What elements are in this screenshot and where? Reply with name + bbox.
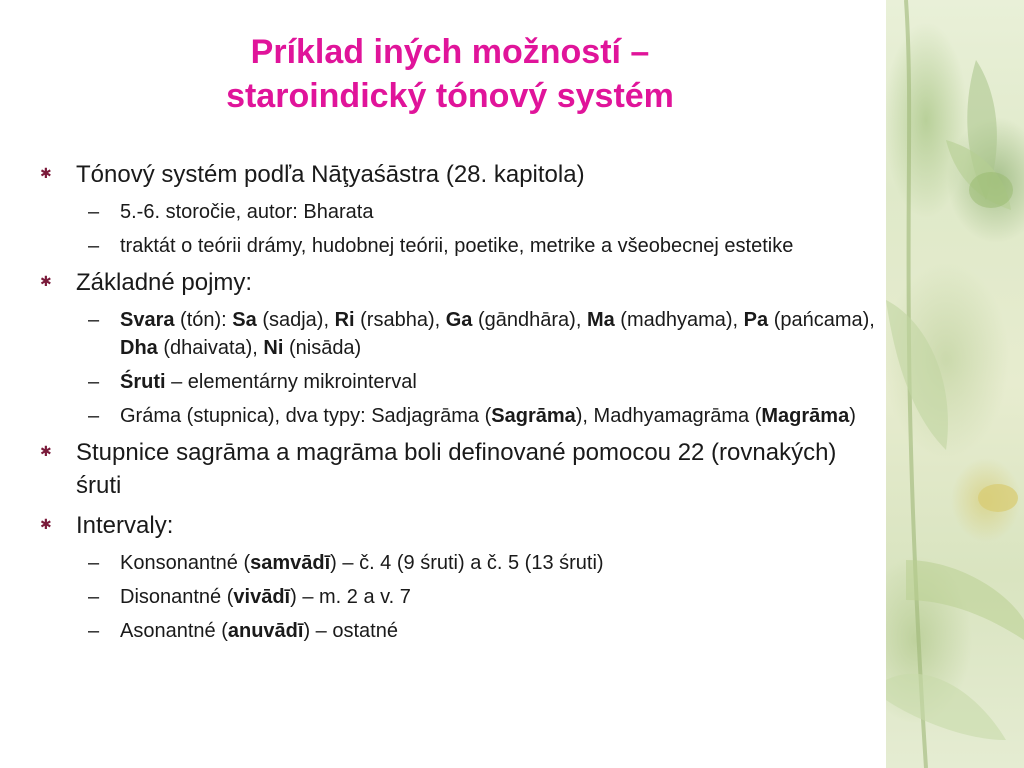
bullet-text: Intervaly:	[76, 512, 174, 539]
text-part: ) – č. 4 (9 śruti) a č. 5 (13 śruti)	[330, 552, 604, 574]
sub-bullet-item	[36, 402, 876, 430]
text-part: Asonantné (	[120, 620, 228, 642]
text-part: ), Madhyamagrāma (	[575, 405, 762, 427]
term-ni: Ni	[263, 337, 284, 359]
term-ga: Ga	[445, 309, 473, 331]
term-dha: Dha	[120, 337, 158, 359]
text-part: (dhaivata),	[157, 337, 264, 359]
text-part: ) – m. 2 a v. 7	[290, 586, 411, 608]
sub-bullet-item	[36, 583, 876, 611]
sub-bullet-text: 5.-6. storočie, autor: Bharata	[120, 201, 374, 223]
sub-bullet-text	[120, 552, 604, 574]
plant-photo-decoration	[886, 0, 1024, 768]
text-part: (tón):	[174, 309, 233, 331]
asterisk-bullet-icon: ✱	[40, 165, 52, 181]
bullet-list	[36, 158, 876, 651]
text-part: (sadja),	[256, 309, 335, 331]
sub-bullet-text	[120, 586, 411, 608]
term-anuvadi: anuvādī	[227, 620, 304, 642]
sub-bullet-item	[36, 368, 876, 396]
text-part: (pańcama),	[768, 309, 875, 331]
text-part: )	[849, 405, 856, 427]
dash-bullet: –	[88, 552, 100, 574]
sub-bullet-text: traktát o teórii drámy, hudobnej teórii, poetike, metrike a všeobecnej estetike	[120, 235, 794, 257]
sub-bullet-text	[120, 309, 875, 359]
sub-bullet-item	[36, 549, 876, 577]
sub-bullet-item	[36, 617, 876, 645]
term-svara: Svara	[120, 309, 175, 331]
text-part: (rsabha),	[354, 309, 446, 331]
text-part: (gāndhāra),	[472, 309, 587, 331]
term-magrama: Magrāma	[761, 405, 850, 427]
term-ri: Ri	[334, 309, 355, 331]
text-part: (madhyama),	[614, 309, 744, 331]
text-part: Gráma (stupnica), dva typy: Sadjagrāma (	[120, 405, 492, 427]
asterisk-bullet-icon: ✱	[40, 443, 52, 459]
text-part: – elementárny mikrointerval	[165, 371, 417, 393]
dash-bullet: –	[88, 309, 100, 331]
sub-bullet-item	[36, 306, 876, 362]
dash-bullet: –	[88, 405, 100, 427]
bullet-text: Základné pojmy:	[76, 269, 253, 296]
asterisk-bullet-icon: ✱	[40, 273, 52, 289]
term-vivadi: vivādī	[233, 586, 291, 608]
term-sagrama: Sagrāma	[491, 405, 576, 427]
bullet-text: Stupnice sagrāma a magrāma boli definované pomocou 22 (rovnakých) śruti	[76, 439, 837, 499]
slide-title	[100, 30, 800, 118]
sub-bullet-text	[120, 405, 856, 427]
sub-bullet-text	[120, 620, 398, 642]
bullet-item	[36, 266, 876, 299]
bullet-item	[36, 158, 876, 191]
dash-bullet: –	[88, 620, 100, 642]
text-part: Disonantné (	[120, 586, 234, 608]
text-part: (nisāda)	[283, 337, 362, 359]
dash-bullet: –	[88, 201, 100, 223]
title-line-1: Príklad iných možností –	[250, 33, 650, 71]
bullet-item	[36, 509, 876, 542]
sub-bullet-text	[120, 371, 417, 393]
bullet-text: Tónový systém podľa Nāţyaśāstra (28. kapitola)	[76, 161, 585, 188]
term-pa: Pa	[743, 309, 769, 331]
asterisk-bullet-icon: ✱	[40, 516, 52, 532]
sub-bullet-item	[36, 198, 876, 226]
sub-bullet-item	[36, 232, 876, 260]
dash-bullet: –	[88, 586, 100, 608]
bullet-item	[36, 436, 876, 502]
leaf-illustration	[886, 0, 1024, 768]
term-sruti: Śruti	[120, 371, 166, 393]
term-ma: Ma	[586, 309, 615, 331]
term-samvadi: samvādī	[250, 552, 331, 574]
dash-bullet: –	[88, 235, 100, 257]
term-sa: Sa	[232, 309, 257, 331]
dash-bullet: –	[88, 371, 100, 393]
title-line-2: staroindický tónový systém	[226, 77, 674, 115]
text-part: Konsonantné (	[120, 552, 251, 574]
text-part: ) – ostatné	[303, 620, 398, 642]
